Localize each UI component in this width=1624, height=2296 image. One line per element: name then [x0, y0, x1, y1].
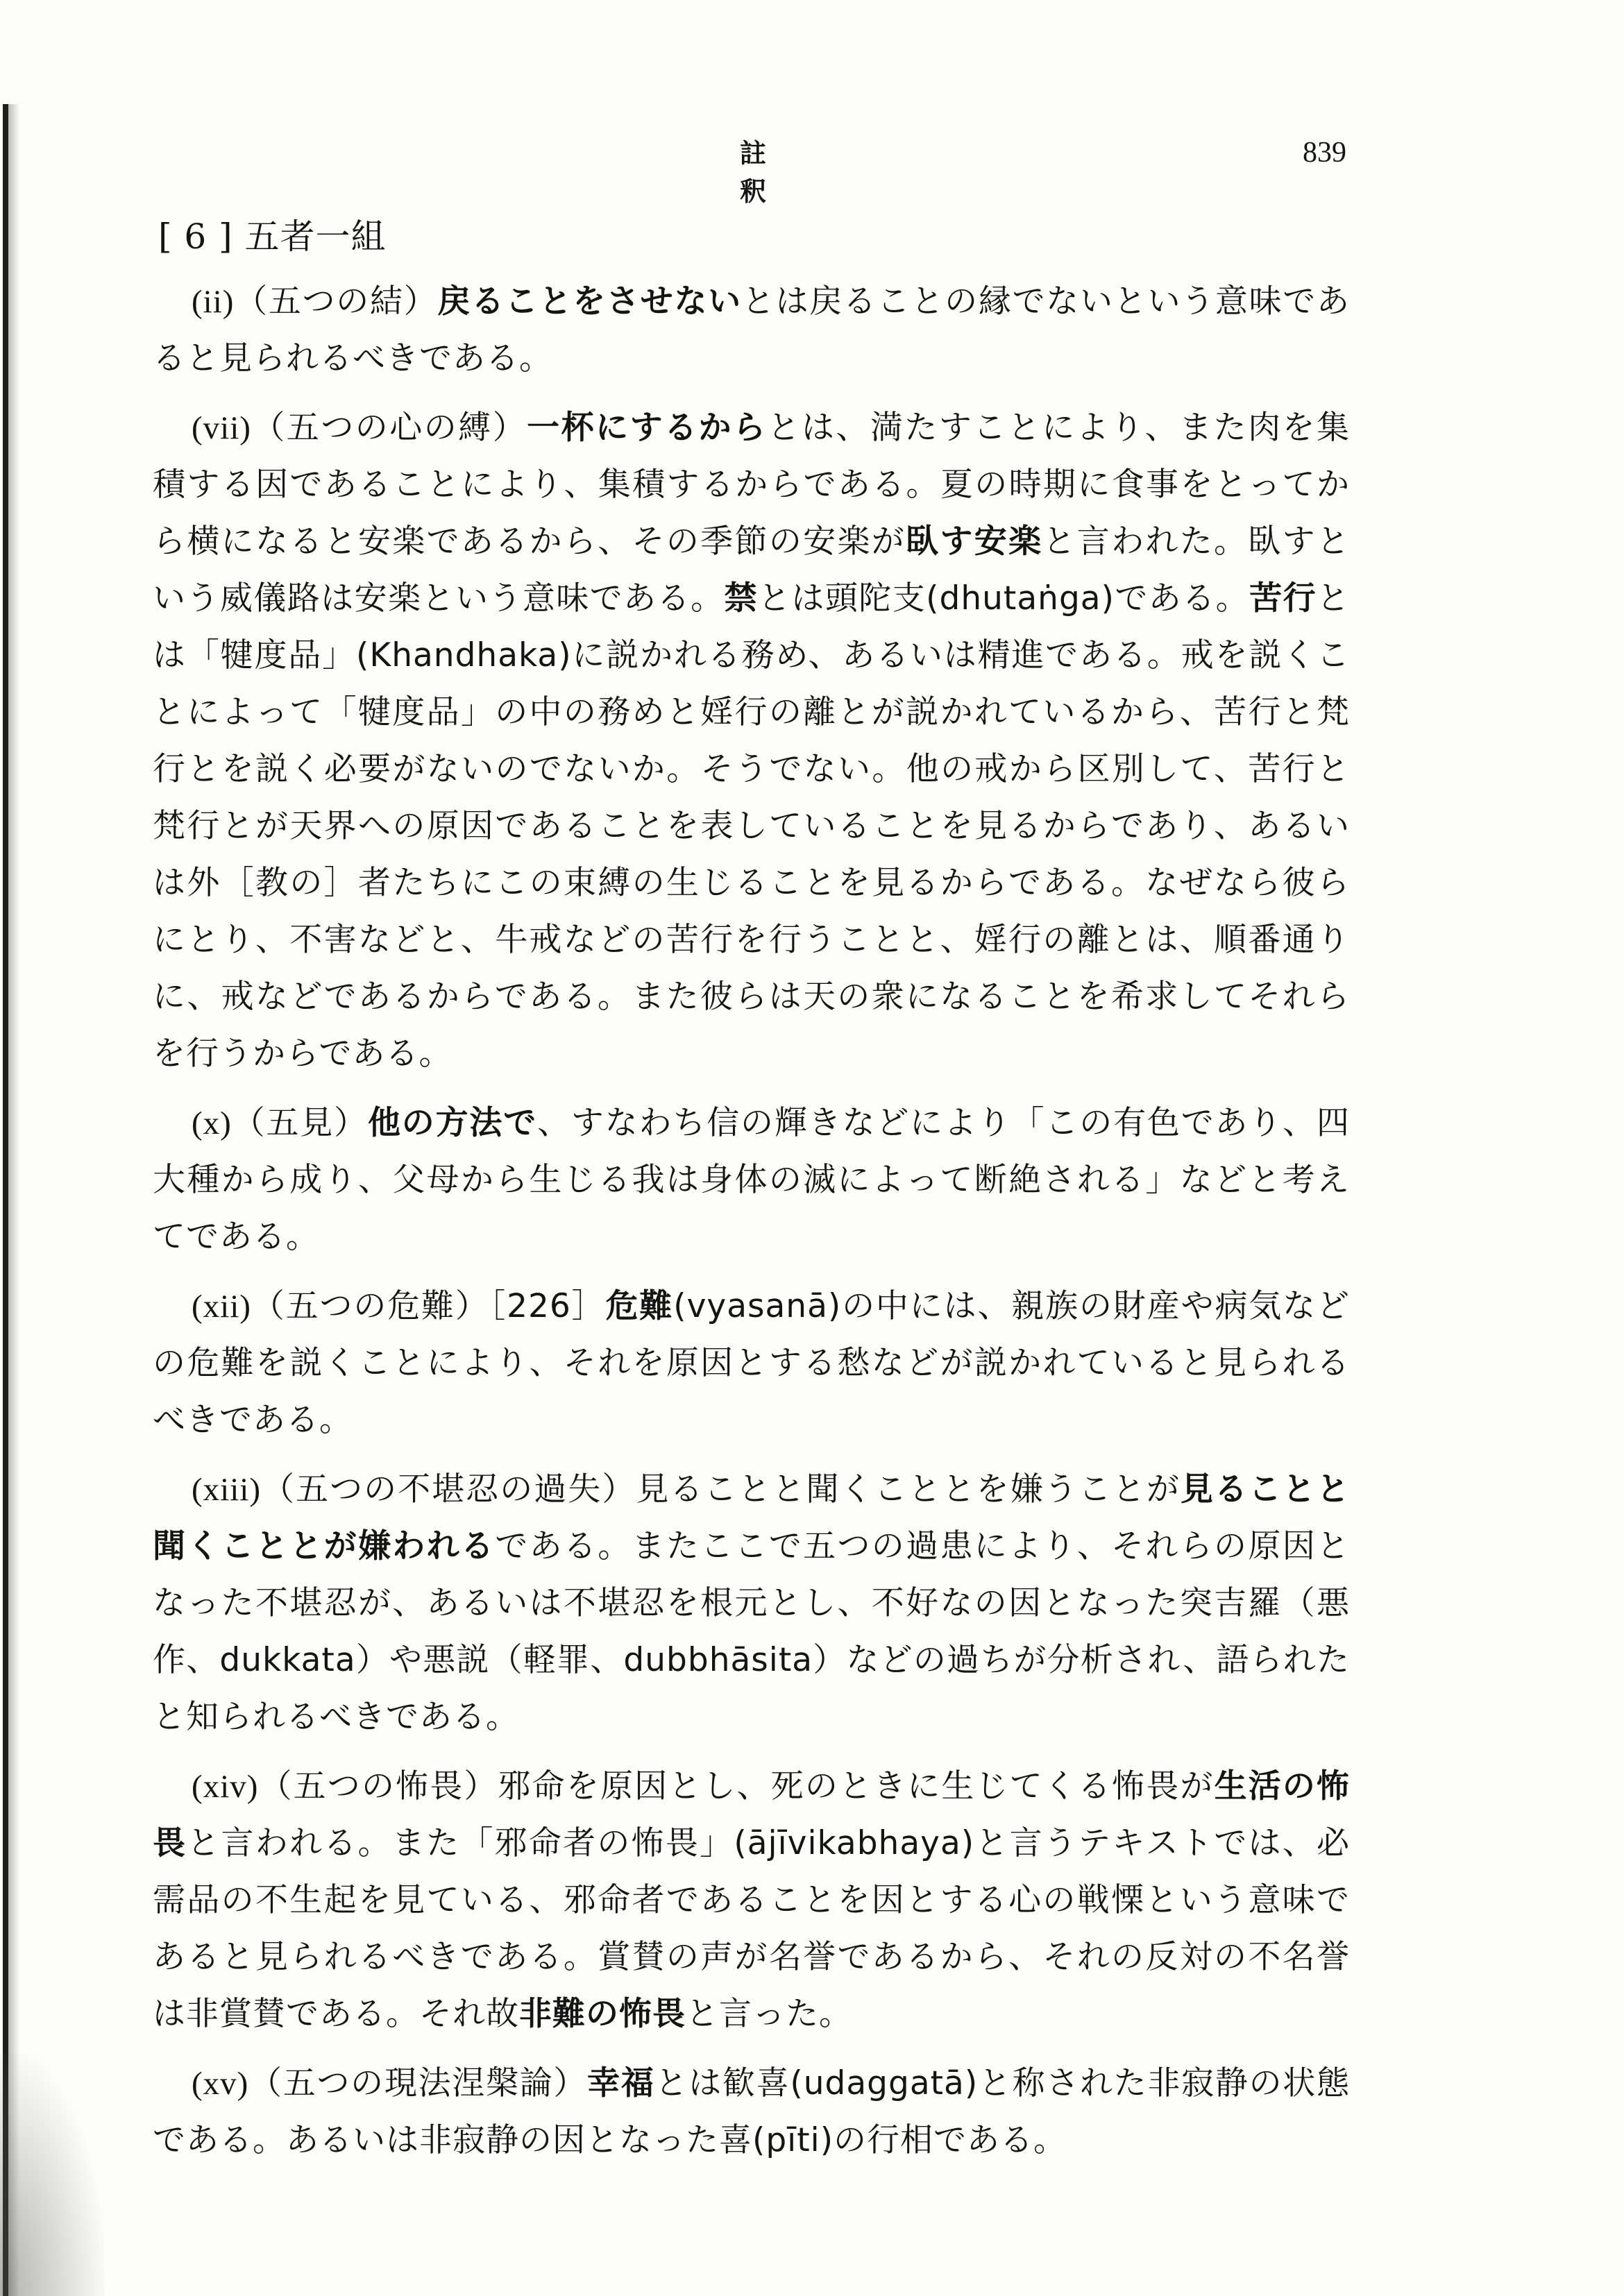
paragraph-text: と言われた。臥すという威儀路は安楽という意味である。 [153, 522, 1351, 618]
annotation-paragraph [153, 400, 1350, 1082]
bold-term: 非難の怖畏 [519, 1995, 686, 2033]
bold-term: 危難 [605, 1287, 674, 1325]
paragraph-text: （五つの現法涅槃論） [248, 2064, 588, 2102]
paragraph-text: （五つの怖畏）邪命を原因とし、死のときに生じてくる怖畏が [258, 1767, 1215, 1805]
annotation-paragraph [153, 2055, 1350, 2169]
paragraph-number: (vii) [192, 410, 251, 446]
bold-term: 生活の怖畏 [153, 1767, 1351, 1862]
page-body [153, 208, 1350, 2182]
paragraph-text: （五つの結） [234, 282, 438, 321]
paragraph-text: (vyasanā)の中には、親族の財産や病気などの危難を説くことにより、それを原因とする愁などが説かれていると見られるべきである。 [153, 1287, 1351, 1439]
paragraph-number: (x) [192, 1105, 232, 1141]
paragraph-number: (xiii) [192, 1472, 261, 1508]
bold-term: 見ることと聞くこととが嫌われる [153, 1470, 1351, 1565]
paragraph-text: （五つの心の縛） [251, 409, 527, 447]
paragraph-text: とは頭陀支(dhutaṅga)である。 [757, 579, 1250, 618]
annotation-paragraph [153, 1758, 1350, 2043]
paragraph-text: とは戻ることの縁でないという意味であると見られるべきである。 [153, 282, 1351, 377]
annotation-paragraph [153, 1461, 1350, 1746]
annotation-paragraph [153, 1095, 1350, 1266]
paragraph-text: （五つの不堪忍の過失）見ることと聞くこととを嫌うことが [260, 1470, 1181, 1508]
annotation-paragraph [153, 1278, 1350, 1449]
bold-term: 一杯にするから [527, 409, 768, 447]
paragraph-text: である。またここで五つの過患により、それらの原因となった不堪忍が、あるいは不堪忍を根元とし、不好なの因となった突吉羅（悪作、dukkata）や悪説（軽罪、dubbhāsita）などの過ちが分析され、語られたと知られるべきである。 [153, 1527, 1351, 1736]
paragraph-text: とは、満たすことにより、また肉を集積する因であることにより、集積するからである。夏の時期に食事をとってから横になると安楽であるから、その季節の安楽が [153, 409, 1351, 561]
paragraph-text: と言った。 [686, 1995, 852, 2033]
paragraph-number: (xiv) [192, 1769, 259, 1805]
paragraph-number: (ii) [192, 284, 235, 320]
paragraph-text: とは歓喜(udaggatā)と称された非寂静の状態である。あるいは非寂静の因となった喜(pīti)の行相である。 [153, 2064, 1351, 2159]
bold-term: 他の方法で [367, 1104, 538, 1142]
running-header-title: 註 釈 [739, 137, 787, 207]
paragraph-text: （五見） [231, 1104, 368, 1142]
section-heading: [ 6 ] 五者一組 [158, 216, 387, 257]
paragraph-number: (xii) [192, 1289, 251, 1325]
paragraph-text: と言われる。また「邪命者の怖畏」(ājīvikabhaya)と言うテキストでは、必需品の不生起を見ている、邪命者であることを因とする心の戦慄という意味であると見られるべきである。賞賛の声が名誉であるから、それの反対の不名誉は非賞賛である。それ故 [153, 1824, 1350, 2033]
page-number: 839 [1303, 137, 1346, 169]
paragraph-text: 、すなわち信の輝きなどにより「この有色であり、四大種から成り、父母から生じる我は身体の滅によって断絶される」などと考えてである。 [153, 1104, 1351, 1256]
bold-term: 臥す安楽 [906, 522, 1043, 561]
bold-term: 幸福 [587, 2064, 655, 2102]
scan-corner-smudge [0, 2054, 104, 2296]
paragraph-list [153, 273, 1350, 2169]
bold-term: 戻ることをさせない [437, 282, 742, 321]
bold-term: 禁 [724, 579, 758, 618]
paragraph-text: （五つの危難）［226］ [251, 1287, 606, 1325]
binding-shadow-line [3, 104, 8, 2296]
paragraph-number: (xv) [192, 2066, 249, 2102]
binding-gutter-shade [8, 104, 19, 2296]
paragraph-text: とは「犍度品」(Khandhaka)に説かれる務め、あるいは精進である。戒を説くことによって「犍度品」の中の務めと婬行の離とが説かれているから、苦行と梵行とを説く必要がないのでないか。そうでない。他の戒から区別して、苦行と梵行とが天界への原因であることを表していることを見るからであり、あるいは外［教の］者たちにこの束縛の生じることを見るからである。なぜなら彼らにとり、不害などと、牛戒などの苦行を行うことと、婬行の離とは、順番通りに、戒などであるからである。また彼らは天の衆になることを希求してそれらを行うからである。 [153, 579, 1351, 1073]
bold-term: 苦行 [1249, 579, 1317, 618]
annotation-paragraph [153, 273, 1350, 387]
